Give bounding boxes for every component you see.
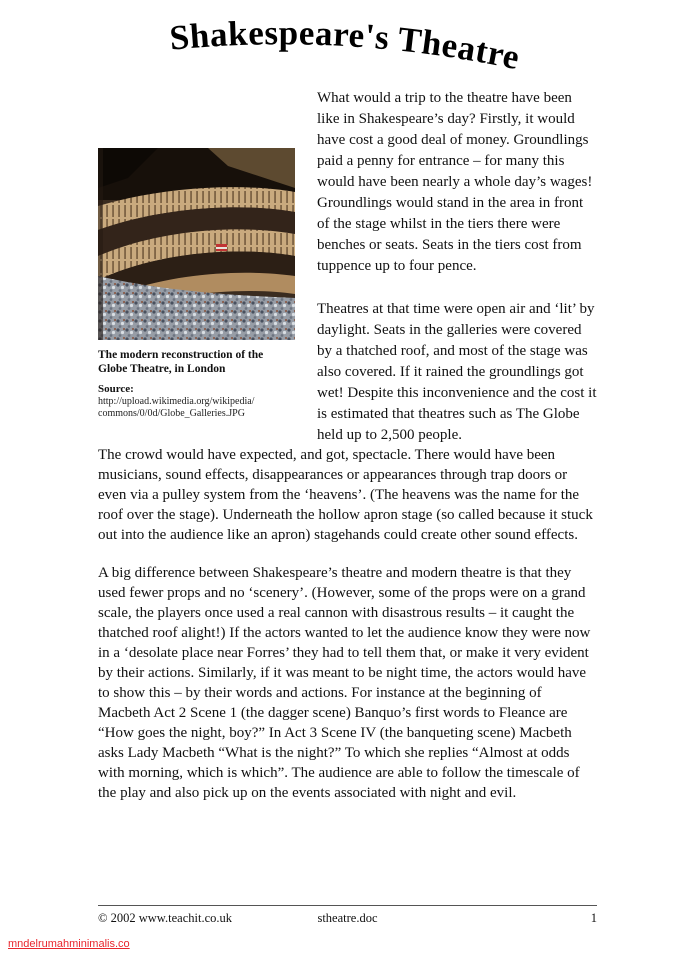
figure-source-url-line2: commons/0/0d/Globe_Galleries.JPG <box>98 408 245 419</box>
paragraph-body-2: A big difference between Shakespeare’s theatre and modern theatre is that they used fewer props and no ‘scenery’. (However, some of the props were on a grand scale, the players once used a real cannon with disastrous results – it caught the thatched roof alight!) If the actors wanted to let the audience know they were now in a ‘desolate place near Forres’ they had to tell them that, or make it very evident by their actions. Similarly, if it was meant to be night time, the actors would have to show this – by their words and actions. For instance at the beginning of Macbeth Act 2 Scene 1 (the dagger scene) Banquo’s first words to Fleance are “How goes the night, boy?” In Act 3 Scene IV (the banqueting scene) Macbeth asks Lady Macbeth “What is the night?” To which she replies “Almost at odds with morning, which is which”. The audience are able to follow the timescale of the play and also pick up on the events associated with night and evil. <box>98 565 591 801</box>
intro-column <box>317 88 597 468</box>
page-footer <box>98 905 597 926</box>
svg-text:Shakespeare's Theatre <box>167 13 522 77</box>
top-section <box>98 88 597 468</box>
body-text <box>98 445 597 821</box>
paragraph-intro-1: What would a trip to the theatre have been like in Shakespeare’s day? Firstly, it would have cost a good deal of money. Groundlings paid a penny for entrance – for many this would have been nearly a whole day’s wages! Groundlings would stand in the area in front of the stage whilst in the tiers there were benches or seats. Seats in the tiers cost from tuppence up to four pence. <box>317 90 593 274</box>
title-svg <box>83 6 603 96</box>
globe-theatre-figure <box>98 148 295 468</box>
title-wordart <box>0 6 685 101</box>
page-title: Shakespeare's Theatre <box>167 13 523 78</box>
globe-theatre-photo <box>98 148 295 340</box>
figure-source-url-line1: http://upload.wikimedia.org/wikipedia/ <box>98 396 255 407</box>
watermark-link[interactable]: mndelrumahminimalis.co <box>8 938 130 950</box>
figure-caption: The modern reconstruction of the Globe Theatre, in London <box>98 349 264 375</box>
footer-filename: stheatre.doc <box>317 911 378 925</box>
footer-copyright: © 2002 www.teachit.co.uk <box>98 911 233 925</box>
figure-caption-block <box>98 348 295 420</box>
paragraph-body-1: The crowd would have expected, and got, spectacle. There would have been musicians, sound effects, disappearances or appearances through trap doors or even via a pulley system from the ‘heavens’. (The heavens was the name for the roof over the stage). Underneath the hollow apron stage (so called because it stuck out into the audience like an apron) stagehands could create other sound effects. <box>98 447 593 543</box>
globe-theatre-photo-art <box>98 148 295 340</box>
paragraph-intro-2: Theatres at that time were open air and ‘lit’ by daylight. Seats in the galleries were covered by a thatched roof, and most of the stage was also covered. If it rained the groundlings got wet! Despite this inconvenience and the cost it is estimated that theatres such as The Globe held up to 2,500 people. <box>317 301 597 443</box>
footer-page-number: 1 <box>590 911 597 925</box>
figure-source-label: Source: <box>98 383 134 395</box>
